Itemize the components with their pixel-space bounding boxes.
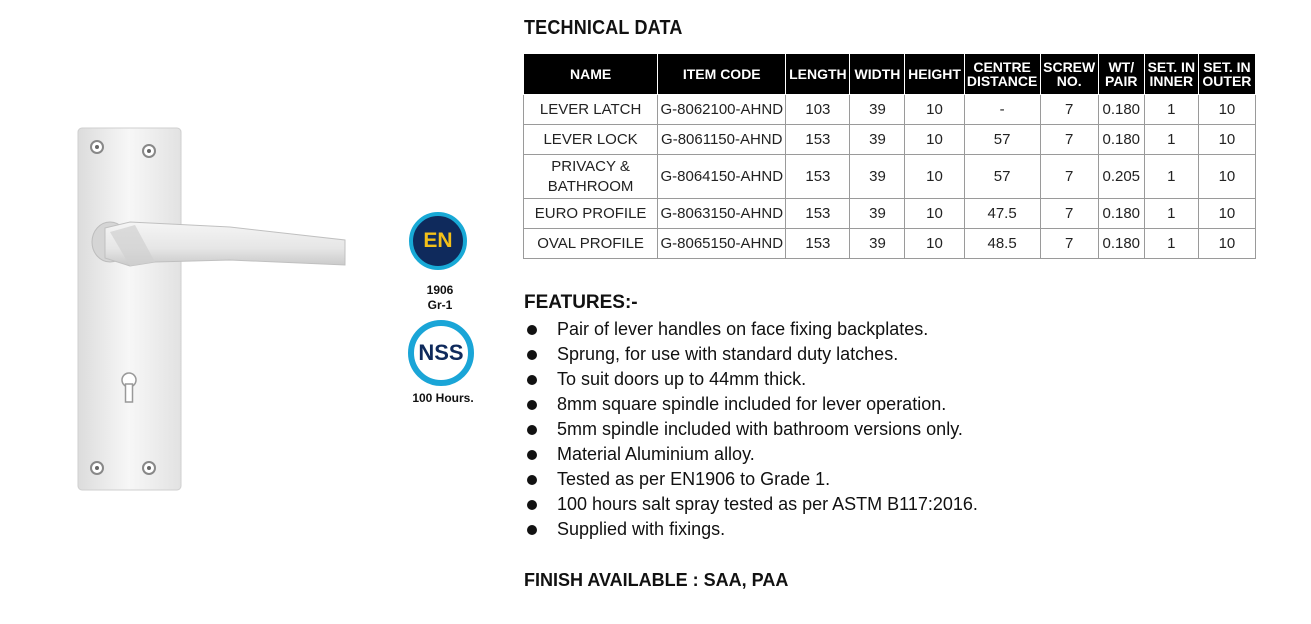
en-badge-label: EN bbox=[423, 229, 453, 252]
cell-screw-no: 7 bbox=[1040, 125, 1098, 155]
cell-set-outer: 10 bbox=[1198, 199, 1255, 229]
table-row bbox=[524, 95, 1256, 125]
list-item: Material Aluminium alloy. bbox=[524, 442, 978, 467]
table-row bbox=[524, 199, 1256, 229]
cell-width: 39 bbox=[850, 199, 905, 229]
cell-item-code: G-8065150-AHND bbox=[658, 229, 786, 259]
nss-certification-badge bbox=[408, 320, 474, 386]
list-item: Supplied with fixings. bbox=[524, 517, 978, 542]
cell-height: 10 bbox=[905, 125, 964, 155]
list-item: To suit doors up to 44mm thick. bbox=[524, 367, 978, 392]
cell-length: 153 bbox=[786, 155, 850, 199]
cell-item-code: G-8064150-AHND bbox=[658, 155, 786, 199]
header-width: WIDTH bbox=[850, 54, 905, 95]
header-wt-pair: WT/ PAIR bbox=[1098, 54, 1144, 95]
header-name: NAME bbox=[524, 54, 658, 95]
cell-set-inner: 1 bbox=[1144, 125, 1198, 155]
header-set-outer: SET. IN OUTER bbox=[1198, 54, 1255, 95]
table-row bbox=[524, 155, 1256, 199]
nss-badge-caption: 100 Hours. bbox=[412, 391, 474, 405]
cell-length: 103 bbox=[786, 95, 850, 125]
cell-set-outer: 10 bbox=[1198, 229, 1255, 259]
technical-data-title: TECHNICAL DATA bbox=[524, 17, 683, 39]
cell-name: LEVER LATCH bbox=[524, 95, 658, 125]
cell-name: PRIVACY & BATHROOM bbox=[524, 155, 658, 199]
cell-set-inner: 1 bbox=[1144, 155, 1198, 199]
cell-centre-distance: - bbox=[964, 95, 1040, 125]
en-badge-grade: Gr-1 bbox=[427, 298, 453, 312]
cell-wt-pair: 0.180 bbox=[1098, 95, 1144, 125]
list-item: Sprung, for use with standard duty latches. bbox=[524, 342, 978, 367]
list-item: Pair of lever handles on face fixing backplates. bbox=[524, 317, 978, 342]
cell-centre-distance: 47.5 bbox=[964, 199, 1040, 229]
cell-set-outer: 10 bbox=[1198, 125, 1255, 155]
list-item: 100 hours salt spray tested as per ASTM B117:2016. bbox=[524, 492, 978, 517]
cell-name: EURO PROFILE bbox=[524, 199, 658, 229]
features-list bbox=[524, 317, 978, 542]
table-row bbox=[524, 229, 1256, 259]
finish-available: FINISH AVAILABLE : SAA, PAA bbox=[524, 570, 789, 590]
header-item-code: ITEM CODE bbox=[658, 54, 786, 95]
cell-item-code: G-8063150-AHND bbox=[658, 199, 786, 229]
cell-length: 153 bbox=[786, 229, 850, 259]
cell-screw-no: 7 bbox=[1040, 95, 1098, 125]
cell-wt-pair: 0.180 bbox=[1098, 199, 1144, 229]
header-centre-distance: CENTRE DISTANCE bbox=[964, 54, 1040, 95]
cell-width: 39 bbox=[850, 229, 905, 259]
technical-data-table bbox=[523, 53, 1256, 259]
en-certification-badge bbox=[409, 212, 467, 270]
cell-wt-pair: 0.180 bbox=[1098, 125, 1144, 155]
cell-length: 153 bbox=[786, 125, 850, 155]
cell-screw-no: 7 bbox=[1040, 155, 1098, 199]
header-screw-no: SCREW NO. bbox=[1040, 54, 1098, 95]
cell-screw-no: 7 bbox=[1040, 229, 1098, 259]
cell-name: LEVER LOCK bbox=[524, 125, 658, 155]
list-item: Tested as per EN1906 to Grade 1. bbox=[524, 467, 978, 492]
cell-set-outer: 10 bbox=[1198, 95, 1255, 125]
cell-wt-pair: 0.180 bbox=[1098, 229, 1144, 259]
cell-width: 39 bbox=[850, 155, 905, 199]
nss-badge-label: NSS bbox=[418, 340, 464, 365]
table-row bbox=[524, 125, 1256, 155]
cell-width: 39 bbox=[850, 95, 905, 125]
cell-set-inner: 1 bbox=[1144, 95, 1198, 125]
cell-centre-distance: 57 bbox=[964, 125, 1040, 155]
table-header-row bbox=[524, 54, 1256, 95]
cell-wt-pair: 0.205 bbox=[1098, 155, 1144, 199]
header-height: HEIGHT bbox=[905, 54, 964, 95]
lever-handle-product-image bbox=[60, 110, 380, 500]
features-title: FEATURES:- bbox=[524, 292, 638, 313]
cell-screw-no: 7 bbox=[1040, 199, 1098, 229]
cell-centre-distance: 57 bbox=[964, 155, 1040, 199]
en-badge-standard: 1906 bbox=[426, 283, 454, 297]
cell-height: 10 bbox=[905, 155, 964, 199]
cell-length: 153 bbox=[786, 199, 850, 229]
header-length: LENGTH bbox=[786, 54, 850, 95]
cell-centre-distance: 48.5 bbox=[964, 229, 1040, 259]
cell-height: 10 bbox=[905, 229, 964, 259]
list-item: 5mm spindle included with bathroom versions only. bbox=[524, 417, 978, 442]
cell-width: 39 bbox=[850, 125, 905, 155]
cell-item-code: G-8062100-AHND bbox=[658, 95, 786, 125]
cell-set-inner: 1 bbox=[1144, 229, 1198, 259]
cell-height: 10 bbox=[905, 95, 964, 125]
en-badge-caption bbox=[405, 283, 475, 313]
header-set-inner: SET. IN INNER bbox=[1144, 54, 1198, 95]
cell-set-inner: 1 bbox=[1144, 199, 1198, 229]
list-item: 8mm square spindle included for lever operation. bbox=[524, 392, 978, 417]
cell-name: OVAL PROFILE bbox=[524, 229, 658, 259]
cell-item-code: G-8061150-AHND bbox=[658, 125, 786, 155]
cell-set-outer: 10 bbox=[1198, 155, 1255, 199]
cell-height: 10 bbox=[905, 199, 964, 229]
